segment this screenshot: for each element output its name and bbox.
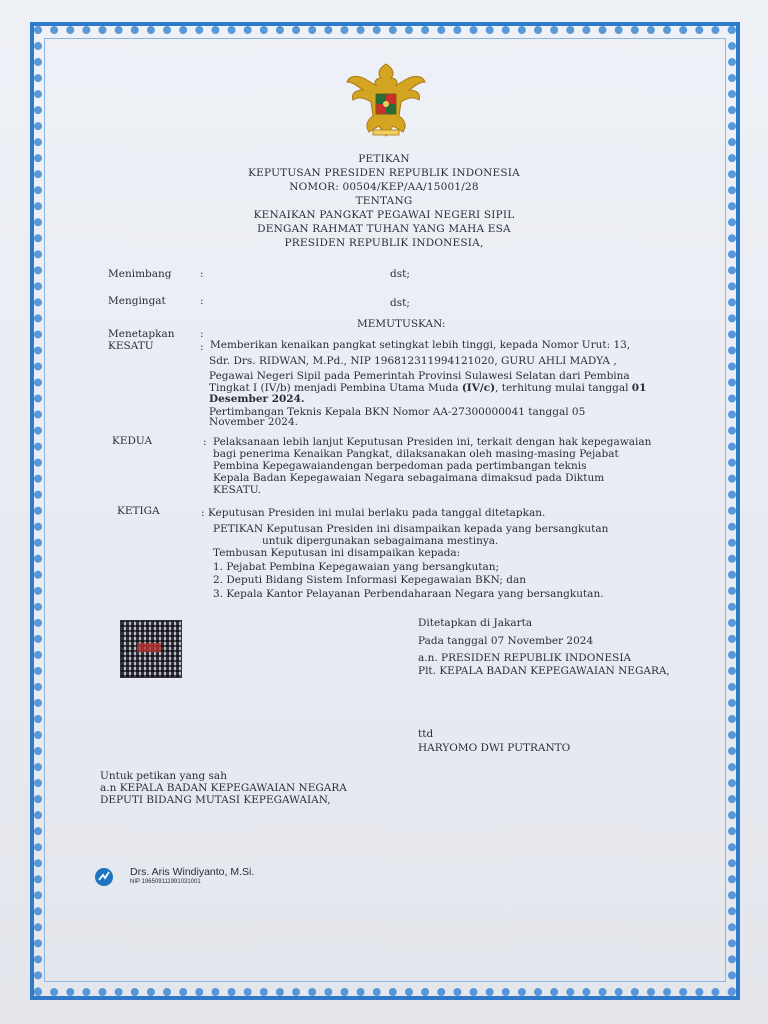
signer-nip: NIP 196509111991031001: [130, 879, 201, 885]
header-line-3: NOMOR: 00504/KEP/AA/15001/28: [289, 181, 479, 193]
memutuskan-heading: MEMUTUSKAN:: [357, 318, 446, 330]
header-line-1: PETIKAN: [358, 153, 410, 165]
kesatu-line-4-c: , terhitung mulai tanggal: [495, 382, 632, 394]
signer-name: Drs. Aris Windiyanto, M.Si.: [130, 866, 255, 878]
menimbang-value: dst;: [390, 268, 410, 280]
mengingat-value: dst;: [390, 297, 410, 309]
ketiga-line-4: Tembusan Keputusan ini disampaikan kepada:: [213, 547, 461, 559]
kesatu-line-6: Pertimbangan Teknis Kepala BKN Nomor AA-27300000041 tanggal 05: [209, 406, 586, 418]
header-line-4: TENTANG: [355, 195, 413, 207]
kedua-colon: :: [203, 436, 207, 448]
signing-name: HARYOMO DWI PUTRANTO: [418, 742, 571, 754]
signing-date: Pada tanggal 07 November 2024: [418, 635, 594, 647]
signing-plt: Plt. KEPALA BADAN KEPEGAWAIAN NEGARA,: [418, 665, 670, 677]
kedua-line-3: Pembina Kepegawaiandengan berpedoman pada pertimbangan teknis: [213, 460, 587, 472]
kedua-line-4: Kepala Badan Kepegawaian Negara sebagaimana dimaksud pada Diktum: [213, 472, 605, 484]
ketiga-colon: :: [201, 507, 205, 519]
extract-line-1: Untuk petikan yang sah: [100, 770, 227, 782]
qr-code-mark: [137, 643, 161, 652]
kesatu-label: KESATU: [108, 340, 154, 352]
kedua-line-1: Pelaksanaan lebih lanjut Keputusan Presiden ini, terkait dengan hak kepegawaian: [213, 436, 652, 448]
kesatu-colon: :: [200, 341, 204, 353]
mengingat-label: Mengingat: [108, 295, 166, 307]
menimbang-label: Menimbang: [108, 268, 172, 280]
bsre-logo-icon: [94, 867, 114, 887]
signing-on-behalf: a.n. PRESIDEN REPUBLIK INDONESIA: [418, 652, 632, 664]
kesatu-line-2: Sdr. Drs. RIDWAN, M.Pd., NIP 196812311994121020, GURU AHLI MADYA ,: [209, 355, 617, 367]
kesatu-line-4-a: Tingkat I (IV/b) menjadi Pembina Utama Muda: [209, 382, 462, 394]
extract-line-3: DEPUTI BIDANG MUTASI KEPEGAWAIAN,: [100, 794, 331, 806]
header-line-2: KEPUTUSAN PRESIDEN REPUBLIK INDONESIA: [248, 167, 520, 179]
menetapkan-label: Menetapkan: [108, 328, 175, 340]
menetapkan-colon: :: [200, 328, 204, 340]
kedua-line-2: bagi penerima Kenaikan Pangkat, dilaksanakan oleh masing-masing Pejabat: [213, 448, 619, 460]
tembusan-item-2: 2. Deputi Bidang Sistem Informasi Kepegawaian BKN; dan: [213, 574, 527, 586]
kedua-line-5: KESATU.: [213, 484, 261, 496]
kesatu-line-3: Pegawai Negeri Sipil pada Pemerintah Provinsi Sulawesi Selatan dari Pembina: [209, 370, 630, 382]
mengingat-colon: :: [200, 295, 204, 307]
signing-place: Ditetapkan di Jakarta: [418, 617, 533, 629]
garuda-emblem-icon: [343, 60, 429, 142]
extract-line-2: a.n KEPALA BADAN KEPEGAWAIAN NEGARA: [100, 782, 347, 794]
ketiga-line-1: Keputusan Presiden ini mulai berlaku pada tanggal ditetapkan.: [208, 507, 546, 519]
header-line-5: KENAIKAN PANGKAT PEGAWAI NEGERI SIPIL: [253, 209, 515, 221]
ketiga-line-3: untuk dipergunakan sebagaimana mestinya.: [262, 535, 499, 547]
kesatu-line-1: Memberikan kenaikan pangkat setingkat lebih tinggi, kepada Nomor Urut: 13,: [210, 339, 631, 351]
header-line-7: PRESIDEN REPUBLIK INDONESIA,: [284, 237, 484, 249]
menimbang-colon: :: [200, 268, 204, 280]
kedua-label: KEDUA: [112, 435, 153, 447]
ketiga-label: KETIGA: [117, 505, 160, 517]
tembusan-item-3: 3. Kepala Kantor Pelayanan Perbendaharaan Negara yang bersangkutan.: [213, 588, 604, 600]
kesatu-line-5: Desember 2024.: [209, 393, 305, 405]
header-line-6: DENGAN RAHMAT TUHAN YANG MAHA ESA: [257, 223, 511, 235]
signing-ttd: ttd: [418, 728, 434, 740]
tembusan-item-1: 1. Pejabat Pembina Kepegawaian yang bersangkutan;: [213, 561, 500, 573]
ketiga-line-2: PETIKAN Keputusan Presiden ini disampaikan kepada yang bersangkutan: [213, 523, 609, 535]
kesatu-line-4-day: 01: [631, 382, 647, 394]
kesatu-line-7: November 2024.: [209, 416, 298, 428]
kesatu-line-4-rank: (IV/c): [461, 382, 496, 394]
